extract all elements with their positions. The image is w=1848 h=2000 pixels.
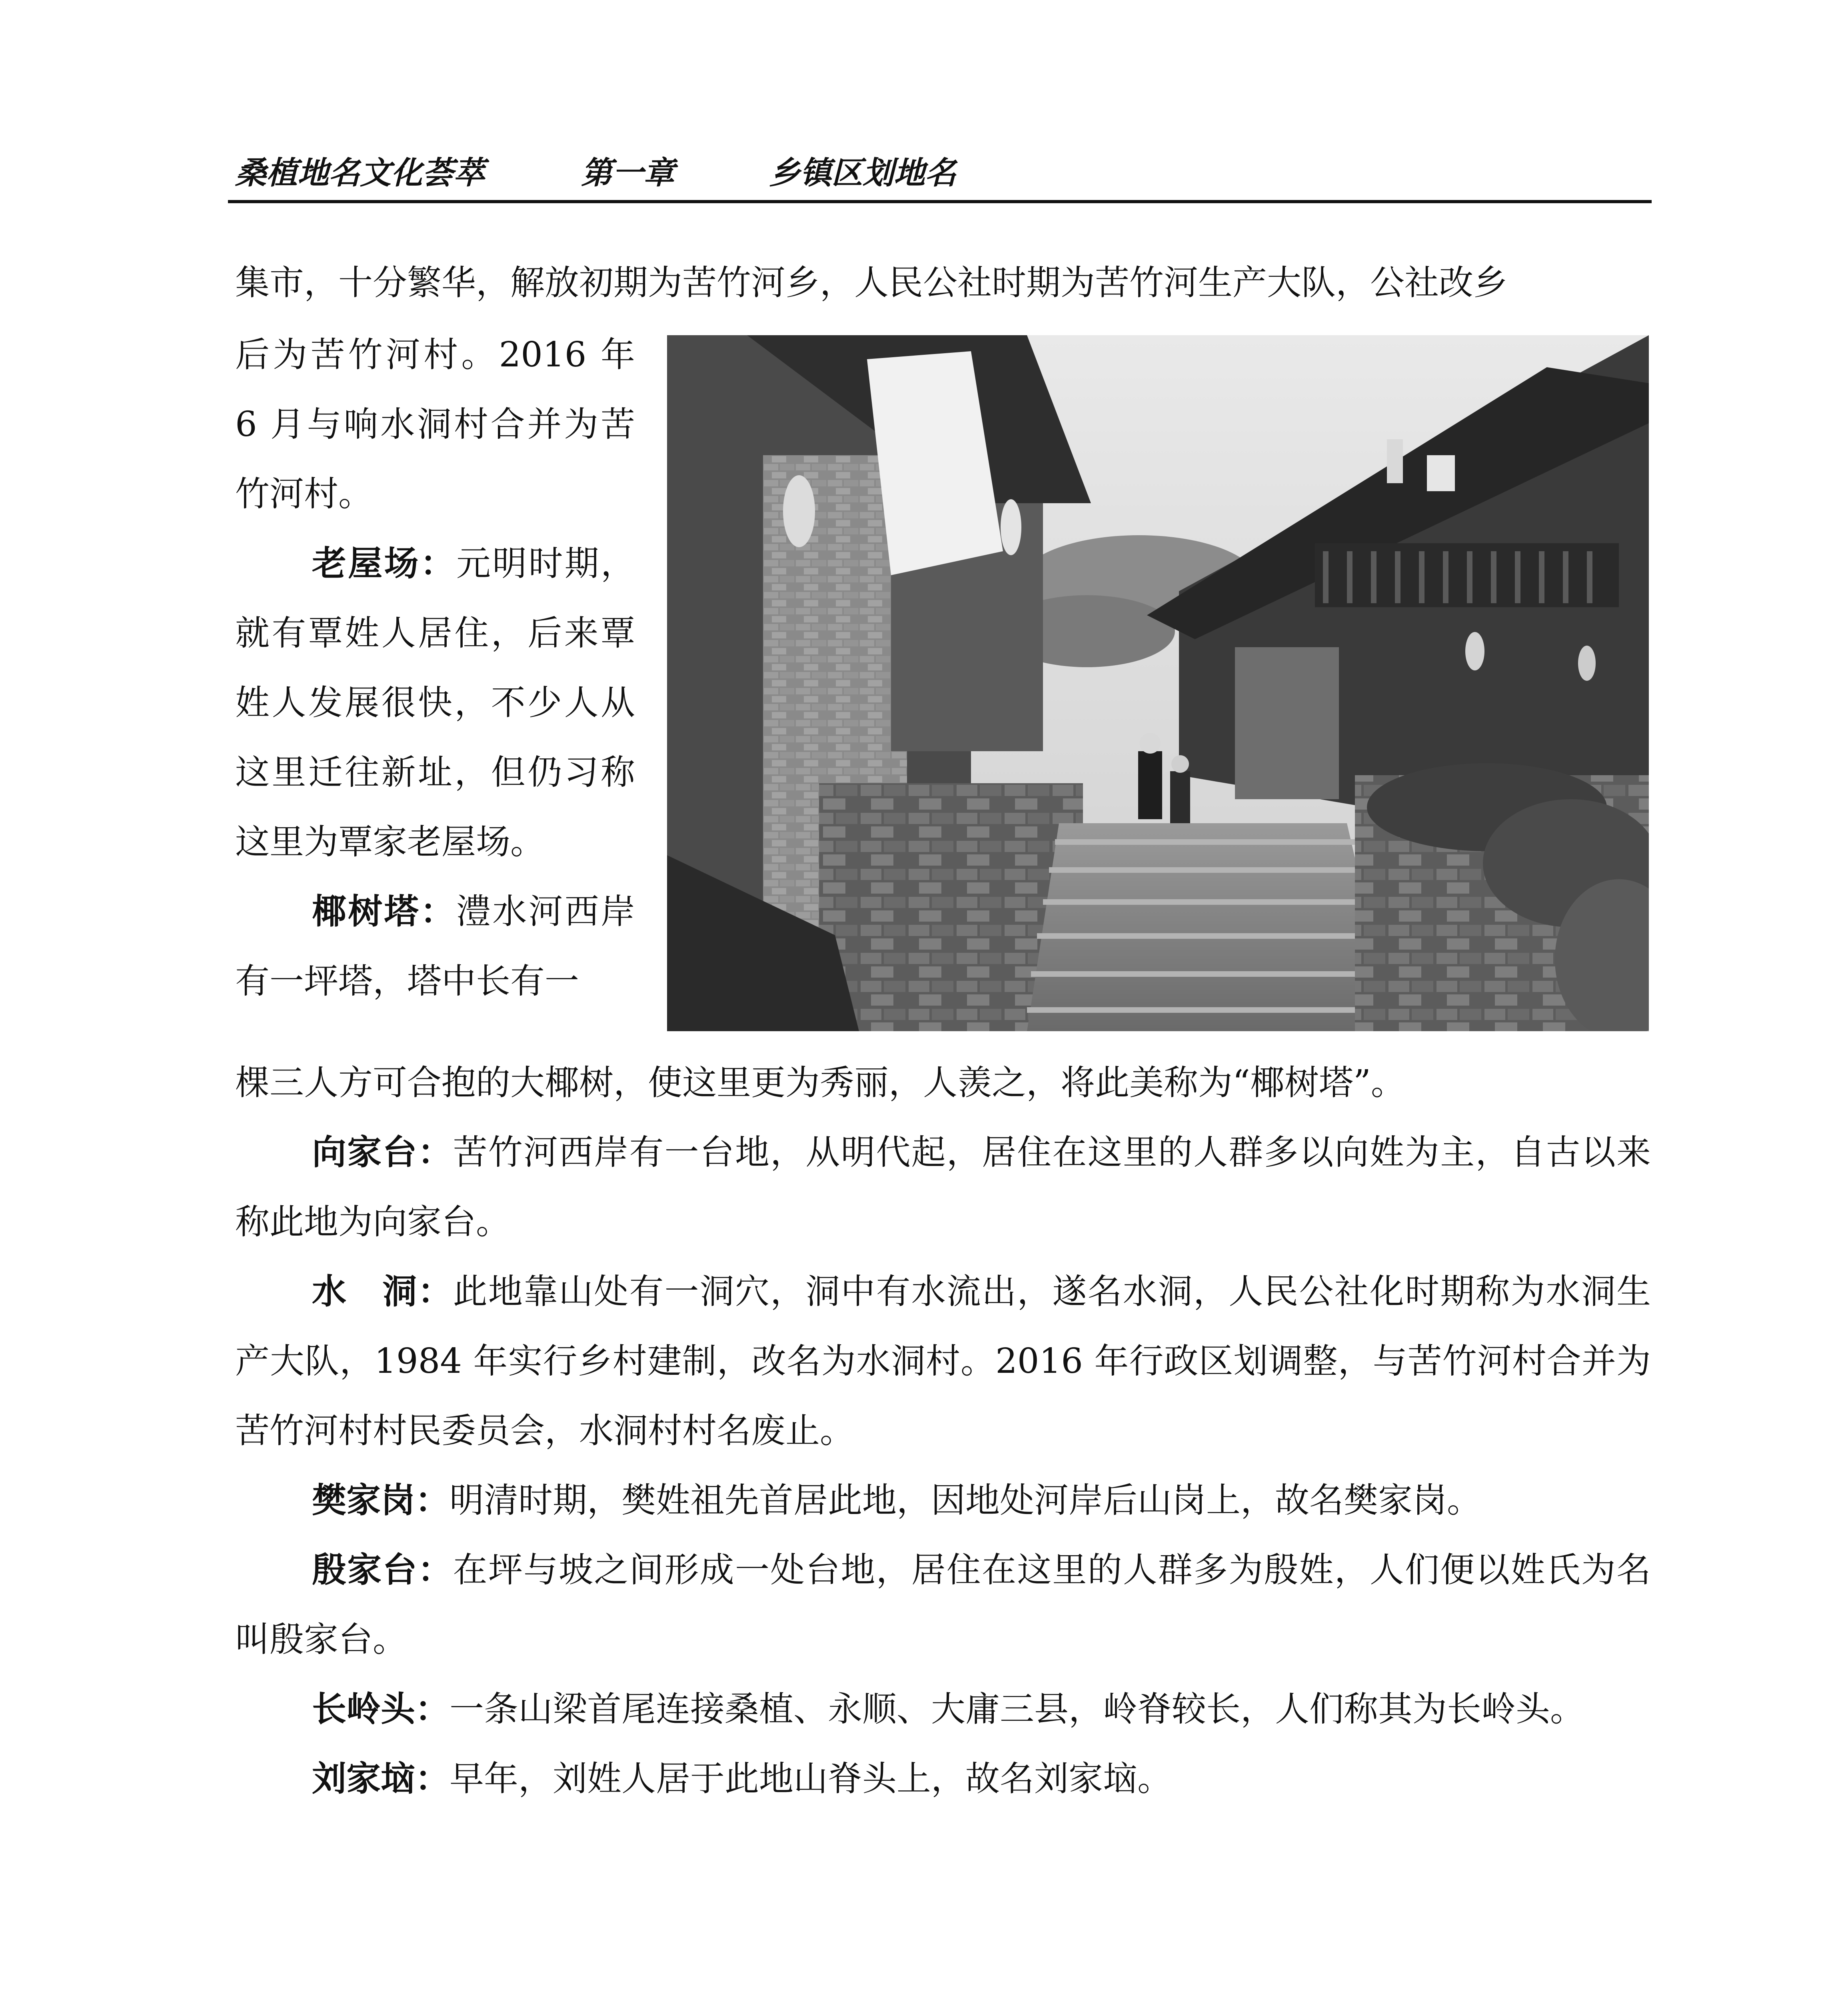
header-chapter: 第一章 xyxy=(581,155,675,191)
narrow-column xyxy=(235,320,635,1016)
intro-line-1: 集市，十分繁华，解放初期为苦竹河乡，人民公社时期为苦竹河生产大队，公社改乡 xyxy=(235,263,1508,303)
village-street-photo xyxy=(667,335,1649,1031)
entry-text: 苦竹河西岸有一台地，从明代起，居住在这里的人群多以向姓为主，自古以来称此地为向家台。 xyxy=(235,1132,1651,1242)
entry-text: 一条山梁首尾连接桑植、永顺、大庸三县，岭脊较长，人们称其为长岭头。 xyxy=(450,1689,1584,1729)
entry-liujianao xyxy=(235,1744,1651,1814)
entry-term: 老屋场： xyxy=(312,544,456,584)
entry-fanjiagang xyxy=(235,1466,1651,1535)
entry-xiangjiatai xyxy=(235,1118,1651,1257)
entry-term: 长岭头： xyxy=(312,1689,450,1729)
entry-term: 刘家垴： xyxy=(312,1759,450,1799)
header-book-title: 桑植地名文化荟萃 xyxy=(235,155,485,191)
entry-laowuchang xyxy=(235,529,635,877)
entry-text: 此地靠山处有一洞穴，洞中有水流出，遂名水洞，人民公社化时期称为水洞生产大队，1984 年实行乡村建制，改名为水洞村。2016 年行政区划调整，与苦竹河村合并为苦竹河村村民委员会，水洞村村名废止。 xyxy=(235,1272,1651,1451)
entry-yeshuta xyxy=(235,877,635,1016)
header-rule xyxy=(228,200,1652,203)
entry-yinjiatai xyxy=(235,1535,1651,1674)
entry-text: 在坪与坡之间形成一处台地，居住在这里的人群多为殷姓，人们便以姓氏为名叫殷家台。 xyxy=(235,1550,1651,1660)
entry-term: 樊家岗： xyxy=(312,1480,450,1520)
header-section: 乡镇区划地名 xyxy=(769,155,957,191)
main-column xyxy=(235,1048,1651,1814)
entry-text: 明清时期，樊姓祖先首居此地，因地处河岸后山岗上，故名樊家岗。 xyxy=(450,1480,1481,1520)
entry-changlingtou xyxy=(235,1674,1651,1744)
entry-shuidong xyxy=(235,1257,1651,1466)
entry-text: 早年，刘姓人居于此地山脊头上，故名刘家垴。 xyxy=(450,1759,1172,1799)
intro-continuation: 后为苦竹河村。2016 年 6 月与响水洞村合并为苦竹河村。 xyxy=(235,335,635,514)
entry-term: 椰树塔： xyxy=(312,892,456,932)
entry-text: 澧水河西岸有一坪塔，塔中长有一 xyxy=(235,892,635,1001)
entry-term: 殷家台： xyxy=(312,1550,453,1590)
entry-yeshuta-continuation: 棵三人方可合抱的大椰树，使这里更为秀丽，人羡之，将此美称为“椰树塔”。 xyxy=(235,1063,1405,1103)
entry-term: 水 洞： xyxy=(312,1272,453,1312)
entry-text: 元明时期，就有覃姓人居住，后来覃姓人发展很快，不少人从这里迁往新址，但仍习称这里为覃家老屋场。 xyxy=(235,544,635,862)
entry-term: 向家台： xyxy=(312,1132,453,1172)
running-header xyxy=(235,148,1651,208)
intro-first-line xyxy=(235,248,1651,318)
